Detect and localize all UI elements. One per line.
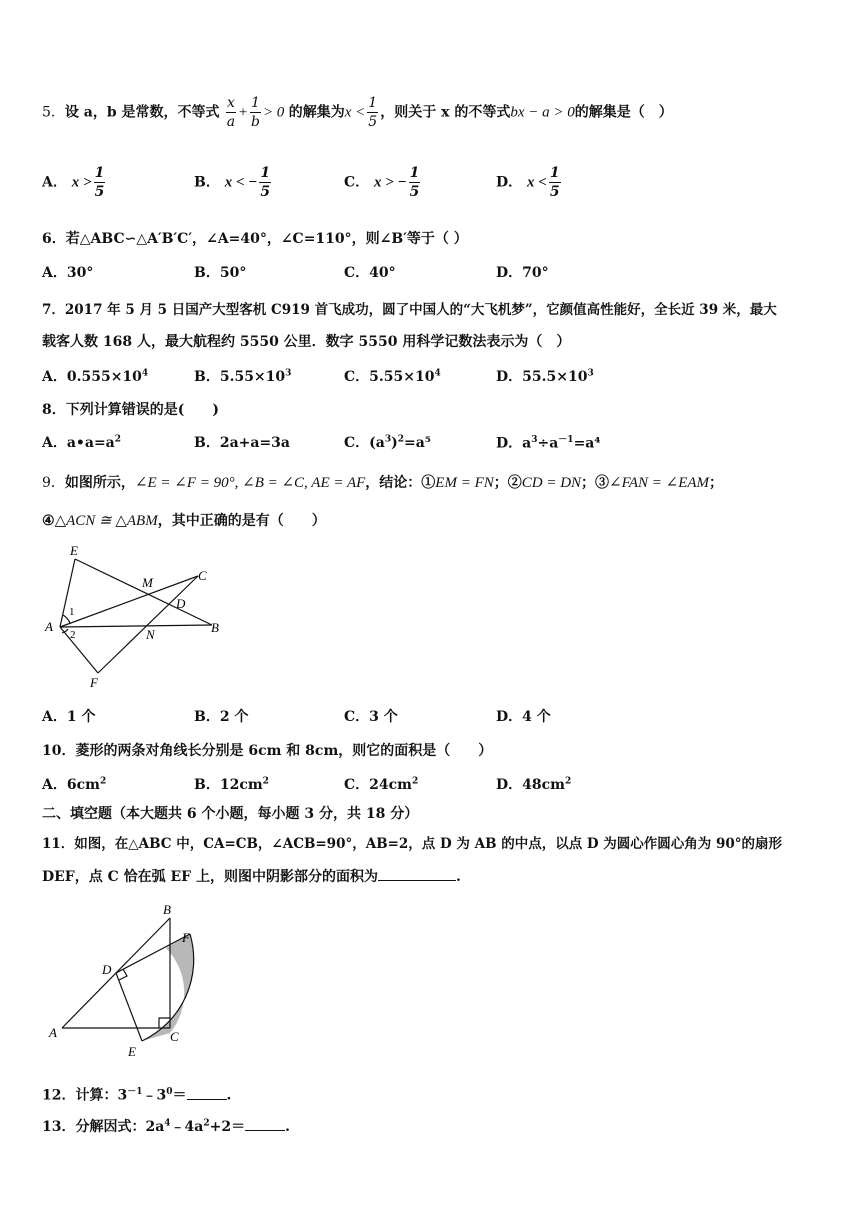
q9-label-c: C bbox=[198, 568, 207, 583]
q5-x-less: x < bbox=[344, 104, 366, 121]
question-7-line-1: 7．2017 年 5 月 5 日国产大型客机 C919 首飞成功，圆了中国人的“大飞机梦”，它颜值高性能好，全长近 39 米，最大 bbox=[42, 302, 777, 318]
q9-label-1: 1 bbox=[69, 606, 75, 618]
q9-segment-fc bbox=[98, 576, 198, 673]
q5-gt-zero: > 0 bbox=[262, 104, 285, 121]
q11-segment-de bbox=[116, 973, 142, 1041]
q5-text-b: 的解集为 bbox=[288, 104, 345, 121]
q9-label-a: A bbox=[45, 619, 53, 634]
q5-text-c: ，则关于 x 的不等式 bbox=[380, 104, 511, 121]
q7-option-b[interactable]: B．$5.55\times 10^3$ bbox=[194, 368, 292, 385]
q10-option-a[interactable]: A．$6cm^2$ bbox=[42, 776, 107, 793]
q5-option-b[interactable]: B． x < − $\frac{1}{5}$ bbox=[194, 165, 271, 200]
q7-option-c[interactable]: C．$5.55\times 10^4$ bbox=[344, 368, 441, 385]
question-5 bbox=[42, 96, 673, 129]
q11-label-d: D bbox=[102, 962, 112, 977]
q9-option-d[interactable]: D．4 个 bbox=[496, 709, 551, 725]
q13-answer-blank[interactable] bbox=[245, 1118, 285, 1131]
q9-label-d: D bbox=[176, 596, 186, 611]
q9-label-f: F bbox=[90, 675, 98, 690]
q5-text-a: 设 a，b 是常数，不等式 bbox=[64, 104, 220, 121]
q5-option-d[interactable]: D． x < $\frac{1}{5}$ bbox=[496, 165, 560, 200]
question-8: 8．下列计算错误的是( ) bbox=[42, 402, 219, 418]
question-11-line-1: 11．如图，在△ABC 中，CA=CB，∠ACB=90°，AB=2，点 D 为 AB 的中点，以点 D 为圆心作圆心角为 90°的扇形 bbox=[42, 836, 783, 852]
q10-option-c[interactable]: C．$24cm^2$ bbox=[344, 776, 419, 793]
q8-option-d[interactable]: D．$a^3\div a^{-1}=a^4$ bbox=[496, 435, 601, 452]
q5-number: 5． bbox=[42, 104, 65, 121]
q10-option-b[interactable]: B．$12cm^2$ bbox=[194, 776, 269, 793]
q5-fraction-x-over-a: $\frac{x}{a}$ bbox=[226, 95, 236, 130]
question-13: 13．分解因式：$2a^4﹣4a^2+2=$ . bbox=[42, 1118, 290, 1135]
q5-plus: + bbox=[237, 104, 249, 121]
q11-figure bbox=[44, 900, 204, 1060]
q11-label-f: F bbox=[182, 930, 190, 945]
q9-figure bbox=[40, 545, 230, 690]
q9-option-c[interactable]: C．3 个 bbox=[344, 709, 398, 725]
q7-option-d[interactable]: D．$55.5\times 10^3$ bbox=[496, 368, 594, 385]
q6-option-c[interactable]: C．40° bbox=[344, 265, 396, 281]
q5-fraction-1-over-b: $\frac{1}{b}$ bbox=[250, 95, 260, 130]
question-12: 12．计算：$3^{-1}﹣3^0=$ . bbox=[42, 1087, 232, 1104]
q5-option-c[interactable]: C． x > − $\frac{1}{5}$ bbox=[344, 165, 420, 200]
q5-expression: bx − a > 0 bbox=[510, 104, 575, 121]
q5-text-d: 的解集是（ ） bbox=[574, 104, 673, 121]
q7-option-a[interactable]: A．$0.555\times 10^4$ bbox=[42, 368, 149, 385]
q9-segment-ab bbox=[60, 625, 212, 627]
q8-option-a[interactable]: A．$a•a=a^2$ bbox=[42, 434, 122, 451]
q10-option-d[interactable]: D．$48cm^2$ bbox=[496, 776, 572, 793]
q11-label-a: A bbox=[49, 1025, 57, 1040]
question-6: 6．若△ABC∽△A′B′C′，∠A=40°，∠C=110°，则∠B′等于（ ） bbox=[42, 231, 468, 247]
question-11-line-2: DEF，点 C 恰在弧 EF 上，则图中阴影部分的面积为 . bbox=[42, 869, 461, 885]
q8-option-c[interactable]: C．$(a^3)^2=a^5$ bbox=[344, 434, 431, 451]
q5-option-a[interactable]: A． x > $\frac{1}{5}$ bbox=[42, 165, 105, 200]
question-7-line-2: 载客人数 168 人，最大航程约 5550 公里．数字 5550 用科学记数法表示为（ ） bbox=[42, 334, 571, 350]
q6-option-a[interactable]: A．30° bbox=[42, 265, 94, 281]
q9-segment-af bbox=[60, 627, 98, 673]
q12-answer-blank[interactable] bbox=[187, 1087, 227, 1100]
q11-label-e: E bbox=[128, 1044, 136, 1059]
question-9-line-1: 9．如图所示，∠E = ∠F = 90°, ∠B = ∠C, AE = AF，结论：①EM = FN；②CD = DN；③∠FAN = ∠EAM； bbox=[42, 475, 724, 491]
q11-label-b: B bbox=[163, 902, 171, 917]
q8-option-b[interactable]: B．2a+a=3a bbox=[194, 435, 290, 451]
q9-label-b: B bbox=[211, 620, 219, 635]
q9-option-b[interactable]: B．2 个 bbox=[194, 709, 249, 725]
q9-label-2: 2 bbox=[70, 629, 76, 641]
question-10: 10．菱形的两条对角线长分别是 6cm 和 8cm，则它的面积是（ ） bbox=[42, 743, 493, 759]
section-2-heading: 二、填空题（本大题共 6 个小题，每小题 3 分，共 18 分） bbox=[42, 806, 419, 822]
q6-option-b[interactable]: B．50° bbox=[194, 265, 247, 281]
question-9-line-2: ④△ACN ≅ △ABM，其中正确的是有（ ） bbox=[42, 513, 326, 529]
q9-label-e: E bbox=[70, 545, 78, 558]
q9-label-n: N bbox=[146, 627, 155, 642]
q9-segment-eb bbox=[75, 559, 212, 625]
q11-answer-blank[interactable] bbox=[378, 868, 456, 881]
q9-option-a[interactable]: A．1 个 bbox=[42, 709, 96, 725]
q5-fraction-1-over-5: $\frac{1}{5}$ bbox=[368, 95, 378, 130]
q11-label-c: C bbox=[170, 1029, 179, 1044]
q9-label-m: M bbox=[142, 575, 153, 590]
q11-shaded-region bbox=[142, 934, 194, 1041]
q6-option-d[interactable]: D．70° bbox=[496, 265, 549, 281]
